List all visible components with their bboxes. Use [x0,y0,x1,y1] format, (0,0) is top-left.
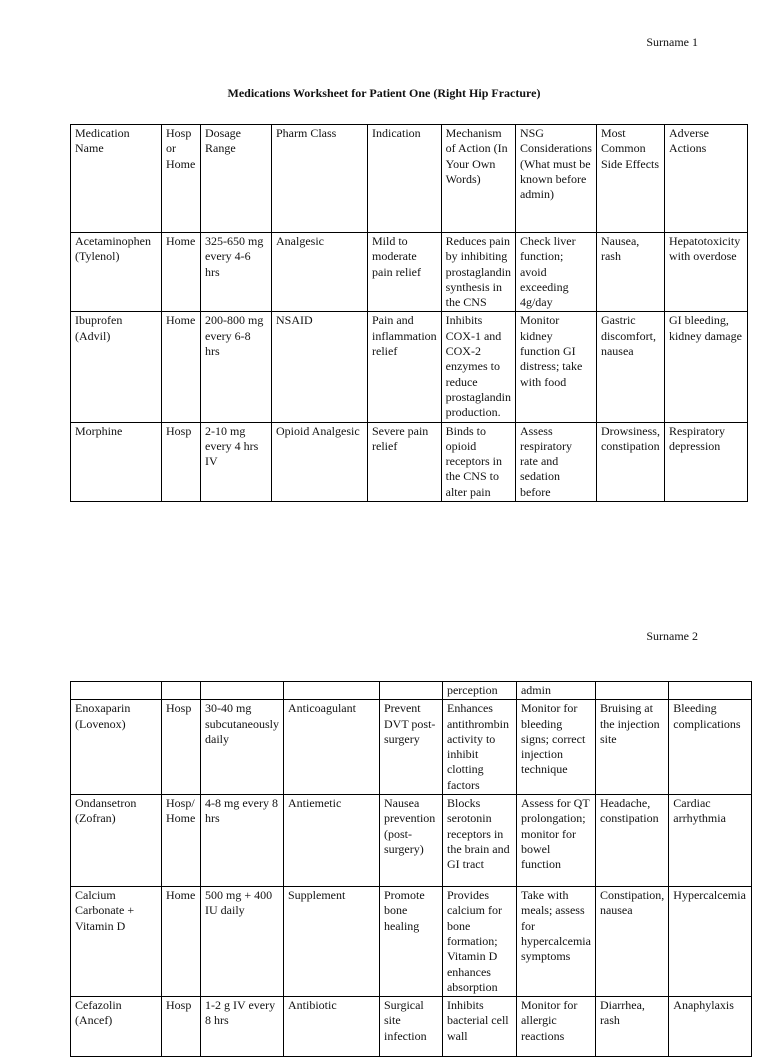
cell-setting: Hosp/ Home [162,795,201,887]
cell-side-effects: Diarrhea, rash [595,997,668,1057]
cell-medication-name: Enoxaparin (Lovenox) [71,700,162,795]
cell-setting: Home [162,887,201,997]
cell-nsg: Check liver function; avoid exceeding 4g/day [515,233,596,312]
cell-empty [379,682,442,700]
cell-adverse: Cardiac arrhythmia [669,795,752,887]
cell-medication-name: Ondansetron (Zofran) [71,795,162,887]
header-pharm-class: Pharm Class [272,125,368,233]
cell-pharm-class: Antiemetic [283,795,379,887]
cell-medication-name: Ibuprofen (Advil) [71,312,162,422]
cell-empty [595,682,668,700]
cell-empty [162,682,201,700]
cell-indication: Prevent DVT post-surgery [379,700,442,795]
cell-setting: Hosp [162,422,201,501]
cell-side-effects: Headache, constipation [595,795,668,887]
header-adverse-actions: Adverse Actions [664,125,747,233]
table-row [71,700,752,795]
table-row [71,312,748,422]
cell-medication-name: Calcium Carbonate + Vitamin D [71,887,162,997]
cell-setting: Hosp [162,700,201,795]
cell-dosage: 500 mg + 400 IU daily [201,887,284,997]
cell-indication: Surgical site infection [379,997,442,1057]
cell-mechanism: Inhibits bacterial cell wall [442,997,516,1057]
header-dosage-range: Dosage Range [201,125,272,233]
table-header-row [71,125,748,233]
cell-nsg: Monitor for allergic reactions [516,997,595,1057]
cell-pharm-class: Antibiotic [283,997,379,1057]
table-row [71,795,752,887]
table-row [71,997,752,1057]
table-row [71,887,752,997]
cell-nsg: Monitor for bleeding signs; correct injection technique [516,700,595,795]
cell-dosage: 30-40 mg subcutaneously daily [201,700,284,795]
medications-table-page-1 [70,124,748,502]
cell-pharm-class: Supplement [283,887,379,997]
cell-adverse: GI bleeding, kidney damage [664,312,747,422]
cell-pharm-class: Anticoagulant [283,700,379,795]
cell-adverse: Hypercalcemia [669,887,752,997]
worksheet-title: Medications Worksheet for Patient One (Right Hip Fracture) [227,86,541,100]
cell-mechanism: Binds to opioid receptors in the CNS to alter pain [441,422,515,501]
cell-medication-name: Morphine [71,422,162,501]
cell-indication: Severe pain relief [368,422,442,501]
cell-nsg: Assess respiratory rate and sedation before [515,422,596,501]
header-nsg-considerations: NSG Considerations (What must be known before admin) [515,125,596,233]
header-hosp-or-home: Hosp or Home [162,125,201,233]
header-indication: Indication [368,125,442,233]
medications-table-page-2 [70,681,752,1057]
cell-dosage: 2-10 mg every 4 hrs IV [201,422,272,501]
cell-mechanism-continued: perception [442,682,516,700]
cell-indication: Nausea prevention (post-surgery) [379,795,442,887]
cell-adverse: Bleeding complications [669,700,752,795]
cell-side-effects: Bruising at the injection site [595,700,668,795]
cell-mechanism: Enhances antithrombin activity to inhibit clotting factors [442,700,516,795]
cell-indication: Promote bone healing [379,887,442,997]
cell-indication: Pain and inflammation relief [368,312,442,422]
cell-empty [283,682,379,700]
header-medication-name: Medication Name [71,125,162,233]
cell-medication-name: Cefazolin (Ancef) [71,997,162,1057]
cell-dosage: 4-8 mg every 8 hrs [201,795,284,887]
cell-adverse: Respiratory depression [664,422,747,501]
running-head-page-2: Surname 2 [646,629,698,643]
cell-nsg-continued: admin [516,682,595,700]
header-mechanism: Mechanism of Action (In Your Own Words) [441,125,515,233]
cell-pharm-class: NSAID [272,312,368,422]
cell-adverse: Anaphylaxis [669,997,752,1057]
running-head-page-1: Surname 1 [646,35,698,49]
cell-mechanism: Blocks serotonin receptors in the brain and GI tract [442,795,516,887]
cell-empty [201,682,284,700]
cell-indication: Mild to moderate pain relief [368,233,442,312]
cell-pharm-class: Analgesic [272,233,368,312]
cell-empty [71,682,162,700]
cell-mechanism: Inhibits COX-1 and COX-2 enzymes to reduce prostaglandin production. [441,312,515,422]
cell-nsg: Assess for QT prolongation; monitor for bowel function [516,795,595,887]
table-row [71,233,748,312]
cell-setting: Home [162,233,201,312]
cell-empty [669,682,752,700]
cell-side-effects: Drowsiness, constipation [596,422,664,501]
cell-side-effects: Constipation, nausea [595,887,668,997]
cell-nsg: Take with meals; assess for hypercalcemia symptoms [516,887,595,997]
table-row [71,422,748,501]
cell-dosage: 200-800 mg every 6-8 hrs [201,312,272,422]
cell-dosage: 325-650 mg every 4-6 hrs [201,233,272,312]
cell-mechanism: Provides calcium for bone formation; Vitamin D enhances absorption [442,887,516,997]
table-row-continuation [71,682,752,700]
cell-pharm-class: Opioid Analgesic [272,422,368,501]
cell-nsg: Monitor kidney function GI distress; take with food [515,312,596,422]
header-side-effects: Most Common Side Effects [596,125,664,233]
cell-medication-name: Acetaminophen (Tylenol) [71,233,162,312]
cell-adverse: Hepatotoxicity with overdose [664,233,747,312]
cell-dosage: 1-2 g IV every 8 hrs [201,997,284,1057]
cell-setting: Home [162,312,201,422]
cell-side-effects: Gastric discomfort, nausea [596,312,664,422]
cell-setting: Hosp [162,997,201,1057]
cell-side-effects: Nausea, rash [596,233,664,312]
cell-mechanism: Reduces pain by inhibiting prostaglandin synthesis in the CNS [441,233,515,312]
